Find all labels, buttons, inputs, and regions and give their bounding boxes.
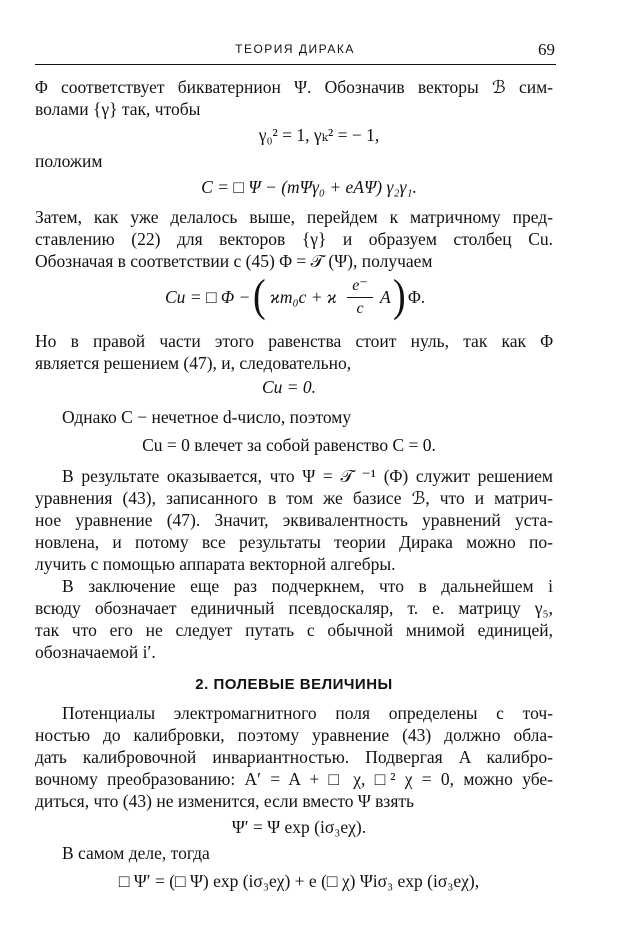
text-line: лучить с помощью аппарата векторной алгебры. [35, 554, 396, 574]
text-line: В заключение еще раз подчеркнем, что в дальнейшем i [62, 576, 553, 596]
page-number: 69 [538, 40, 555, 59]
fraction-bar [347, 297, 373, 298]
text-line: волами {γ} так, чтобы [35, 99, 201, 119]
running-title: ТЕОРИЯ ДИРАКА [235, 42, 355, 56]
text-line: дать калибровочной инвариантностью. Подвергая A калибро- [35, 747, 553, 767]
text-line: так что его не следует путать с обычной мнимой единицей, [35, 620, 553, 640]
text-line: положим [35, 151, 103, 171]
formula-box-psi-prime: □ Ψ′ = (□ Ψ) exp (iσ₃eχ) + e (□ χ) Ψiσ₃ exp (iσ₃eχ), [118, 871, 480, 891]
text-line: ставлению (22) для векторов {γ} и образуем столбец Cu. [35, 229, 553, 249]
formula-gamma-squares: γ₀² = 1, γₖ² = − 1, [258, 125, 380, 145]
text-line: Но в правой части этого равенства стоит нуль, так как Φ [35, 331, 553, 351]
formula-psi-prime: Ψ′ = Ψ exp (iσ₃eχ). [231, 817, 367, 837]
text-line: вочному преобразованию: A′ = A + □ χ, □² χ = 0, можно убе- [35, 769, 553, 789]
close-paren: ) [393, 270, 406, 322]
fraction-numerator: e⁻ [352, 277, 368, 294]
text-line: новлена, и потому все результаты теории Дирака можно по- [35, 532, 553, 552]
text-line: диться, что (43) не изменится, если вместо Ψ взять [35, 791, 415, 811]
text-line: В результате оказывается, что Ψ = 𝒯 ⁻¹ (Φ) служит решением [62, 466, 553, 486]
text-line: уравнения (43), записанного в том же базисе ℬ, что и матрич- [35, 488, 553, 508]
formula-Cu-A: A [380, 287, 391, 307]
open-paren: ( [253, 270, 266, 322]
formula-Cu-left: Cu = □ Φ − [165, 287, 251, 307]
header-rule [35, 64, 556, 65]
formula-Cu-right: Φ. [408, 287, 426, 307]
text-line: обозначаемой i′. [35, 642, 156, 662]
text-line: Потенциалы электромагнитного поля определены с точ- [62, 703, 553, 723]
text-line: является решением (47), и, следовательно, [35, 353, 352, 373]
text-line: В самом деле, тогда [62, 843, 210, 863]
text-line: Затем, как уже делалось выше, перейдем к матричному пред- [35, 207, 553, 227]
formula-Cu-mid: ϰm₀c + ϰ [270, 287, 337, 307]
formula-C: C = □ Ψ − (mΨγ₀ + eAΨ) γ₂γ₁. [201, 177, 417, 197]
text-line: всюду обозначает единичный псевдоскаляр, т. е. матрицу γ₅, [35, 598, 553, 618]
fraction-e-over-c [345, 275, 375, 323]
page-header [35, 40, 555, 62]
fraction-denominator: c [356, 300, 364, 317]
formula-implication: Cu = 0 влечет за собой равенство C = 0. [142, 435, 436, 455]
section-heading: 2. ПОЛЕВЫЕ ВЕЛИЧИНЫ [195, 676, 393, 693]
text-line: Φ соответствует бикватернион Ψ. Обозначив векторы ℬ сим- [35, 77, 553, 97]
text-line: Однако C − нечетное d-число, поэтому [62, 407, 352, 427]
text-line: ностью до калибровки, поэтому уравнение (43) должно обла- [35, 725, 553, 745]
text-line: Обозначая в соответствии с (45) Φ = 𝒯 (Ψ), получаем [35, 251, 433, 271]
text-line: ное уравнение (47). Значит, эквивалентность уравнений уста- [35, 510, 553, 530]
formula-Cu-zero: Cu = 0. [261, 377, 317, 397]
